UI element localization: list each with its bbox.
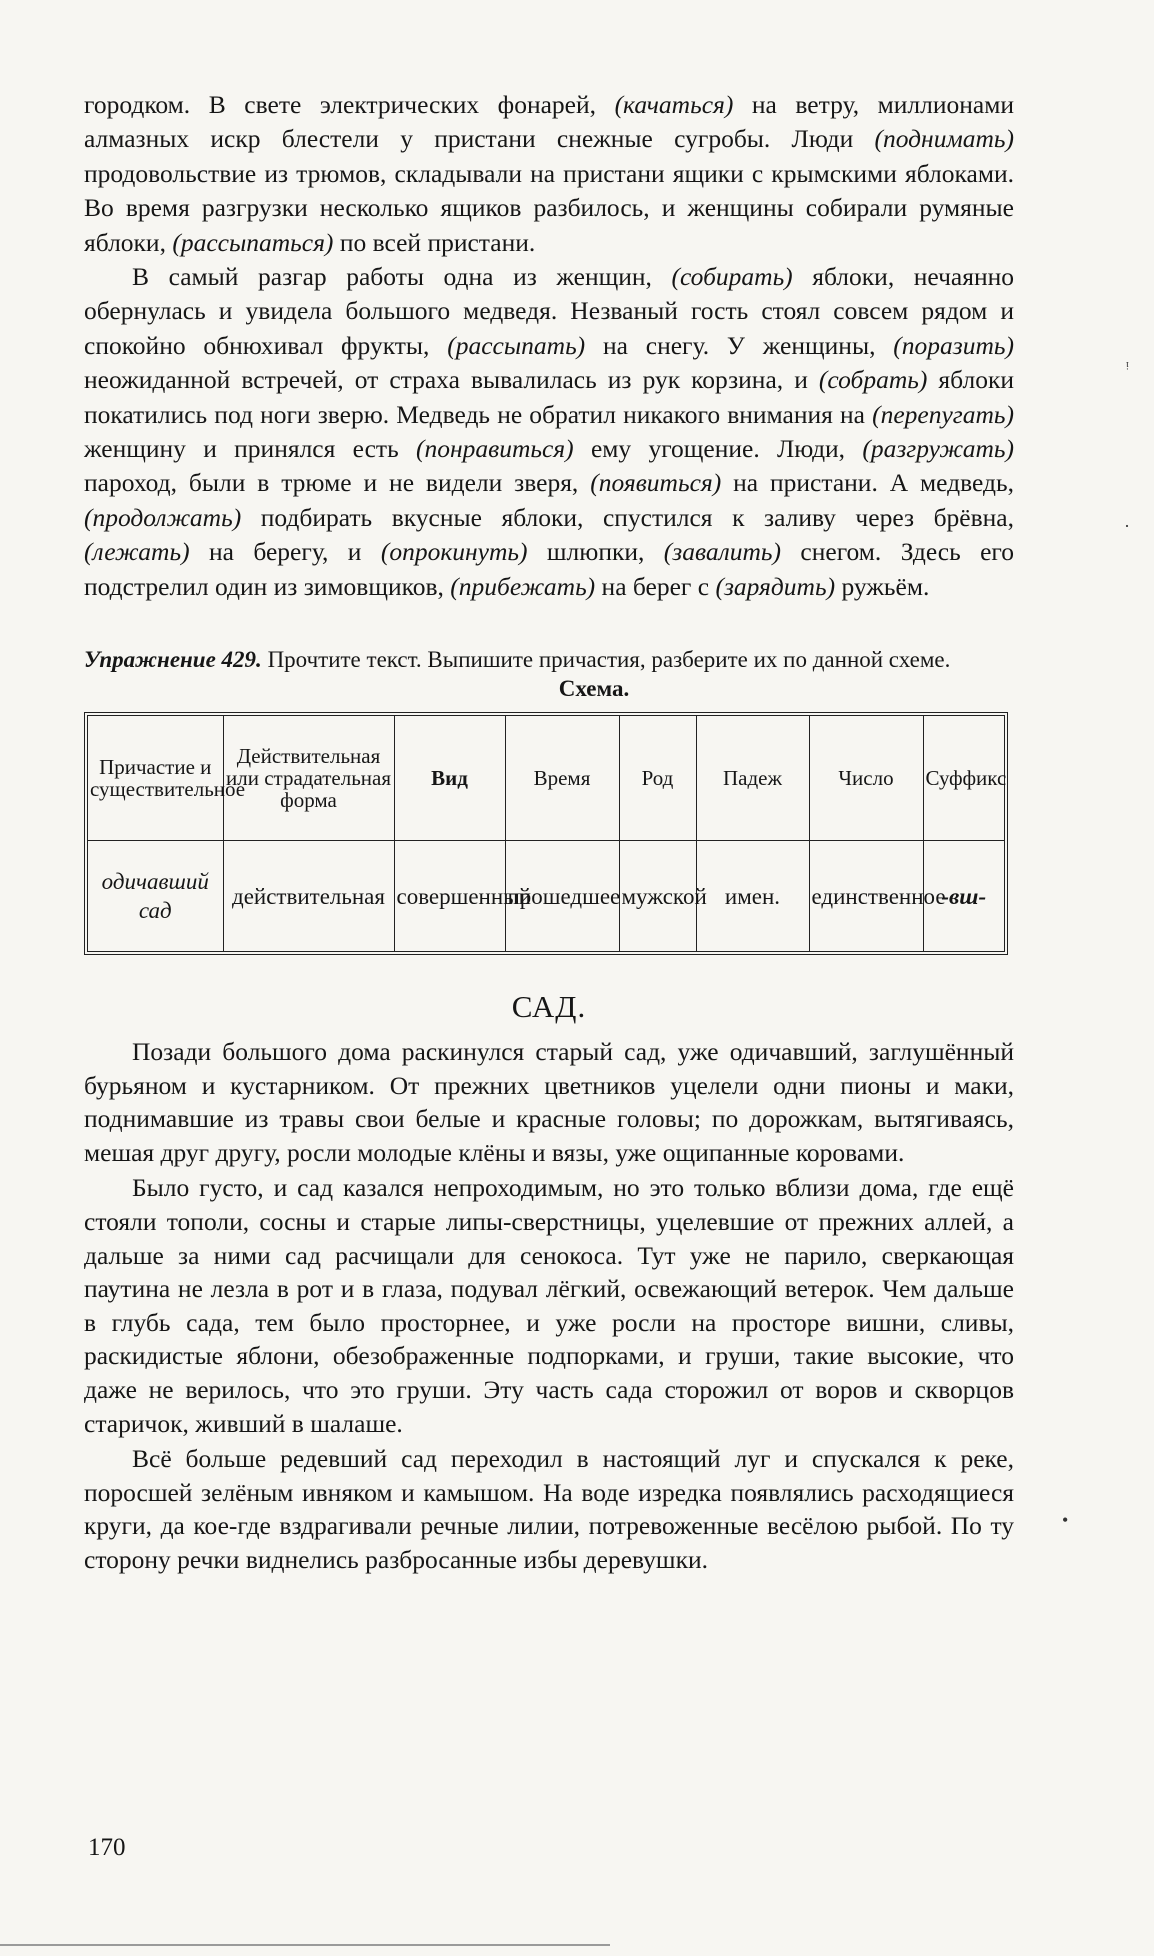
story-paragraph-3: Всё больше редевший сад переходил в настоящий луг и спускался к реке, поросшей зелёным ивняком и камышом. На воде изредка появлялись расходящиеся круги, да кое-где вздрагивали речные лилии, потревоженные весёлою рыбой. По ту сторону речки виднелись разбросанные избы деревушки. bbox=[84, 1444, 1014, 1574]
verb-prompt: (опрокинуть) bbox=[380, 537, 528, 567]
cell-aspect: совершенный bbox=[394, 841, 505, 952]
text-run: ему угощение. Люди, bbox=[573, 434, 863, 464]
verb-prompt: (рассыпать) bbox=[447, 330, 586, 360]
text-run: шлюпки, bbox=[527, 537, 664, 567]
text-run: по всей пристани. bbox=[333, 227, 536, 257]
cell-number: единственное bbox=[809, 841, 923, 952]
verb-prompt: (прибежать) bbox=[450, 571, 596, 601]
margin-mark: · bbox=[1124, 516, 1130, 536]
verb-prompt: (лежать) bbox=[84, 537, 190, 567]
verb-prompt: (продолжать) bbox=[84, 502, 242, 532]
header-gender: Род bbox=[619, 716, 696, 841]
verb-prompt: (собрать) bbox=[818, 365, 928, 395]
text-run: на ветру, миллионами алмазных искр блестели у пристани снежные сугробы. Люди bbox=[84, 90, 1014, 154]
text-run: яблоки покатились под ноги зверю. Медведь не обратил никакого внимания на bbox=[84, 365, 1014, 429]
exercise-instruction bbox=[84, 647, 1014, 673]
verb-prompt: (перепугать) bbox=[872, 399, 1014, 429]
verb-prompt: (понравиться) bbox=[416, 434, 574, 464]
verb-prompt: (собирать) bbox=[671, 262, 793, 292]
story-paragraph-2: Было густо, и сад казался непроходимым, но это только вблизи дома, где ещё стояли тополи, сосны и старые липы-сверстницы, уцелевшие от прежних аллей, а дальше за ними сад расчищали для сенокоса. Тут уже не парило, сверкающая паутина не лезла в рот и в глаза, подувал лёгкий, освежающий ветерок. Чем дальше в глубь сада, тем было просторнее, и уже росли на просторе вишни, сливы, раскидистые яблони, обезображенные подпорками, и груши, такие высокие, что даже не верилось, что это груши. Эту часть сада сторожил от воров и скворцов старичок, живший в шалаше. bbox=[84, 1173, 1014, 1438]
verb-prompt: (зарядить) bbox=[715, 571, 836, 601]
cell-tense: прошедшее bbox=[505, 841, 619, 952]
header-suffix: Суффикс bbox=[923, 716, 1004, 841]
cell-voice: действительная bbox=[223, 841, 394, 952]
cell-suffix: -вш- bbox=[923, 841, 1004, 952]
text-run: пароход, были в трюме и не видели зверя, bbox=[84, 468, 591, 498]
header-case: Падеж bbox=[696, 716, 809, 841]
schema-title: Схема. bbox=[558, 676, 630, 702]
cell-gender: мужской bbox=[619, 841, 696, 952]
margin-mark: • bbox=[1062, 1510, 1069, 1530]
text-run: на снегу. У женщины, bbox=[585, 330, 894, 360]
header-participle: Причастие и существительное bbox=[88, 716, 223, 841]
header-tense: Время bbox=[505, 716, 619, 841]
text-run: женщину и принялся есть bbox=[84, 434, 416, 464]
bottom-rule bbox=[0, 1944, 610, 1946]
verb-prompt: (завалить) bbox=[663, 537, 782, 567]
exercise-label: Упражнение 429. bbox=[84, 647, 262, 673]
verb-prompt: (качаться) bbox=[614, 90, 734, 119]
table-row bbox=[88, 841, 1004, 952]
header-aspect: Вид bbox=[394, 716, 505, 841]
verb-prompt: (появиться) bbox=[590, 468, 722, 498]
text-run: снегом. Здесь его подстрелил один из зимовщиков, bbox=[84, 537, 1015, 601]
header-number: Число bbox=[809, 716, 923, 841]
text-run: на пристани. А медведь, bbox=[721, 468, 1014, 498]
exercise-text: Прочтите текст. Выпишите причастия, разберите их по данной схеме. bbox=[261, 647, 951, 673]
table-header-row bbox=[88, 716, 1004, 841]
text-run: ружьём. bbox=[835, 571, 930, 601]
text-run: городком. В свете электрических фонарей, bbox=[84, 90, 615, 119]
header-voice: Действительная или страдательная форма bbox=[223, 716, 394, 841]
text-run: яблоки, нечаянно обернулась и увидела большого медведя. Незваный гость стоял совсем рядом и спокойно обнюхивал фрукты, bbox=[84, 262, 1015, 360]
verb-prompt: (поразить) bbox=[893, 330, 1014, 360]
top-paragraph-2 bbox=[84, 260, 1014, 604]
page-content bbox=[84, 88, 1014, 1577]
verb-prompt: (поднимать) bbox=[874, 124, 1014, 154]
text-run: на берег с bbox=[595, 571, 716, 601]
top-paragraph-1 bbox=[84, 88, 1014, 260]
story-paragraph-1: Позади большого дома раскинулся старый сад, уже одичавший, заглушённый бурьяном и кустарником. От прежних цветников уцелели одни пионы и маки, поднимавшие из травы свои белые и красные головы; по дорожкам, вытягиваясь, мешая друг другу, росли молодые клёны и вязы, уже ощипанные коровами. bbox=[84, 1037, 1014, 1167]
text-run: продовольствие из трюмов, складывали на пристани ящики с крымскими яблоками. Во время разгрузки несколько ящиков разбилось, и женщины собирали румяные яблоки, bbox=[84, 158, 1014, 257]
text-run: подбирать вкусные яблоки, спустился к заливу через брёвна, bbox=[241, 502, 1014, 532]
story-body bbox=[84, 1035, 1014, 1577]
text-run: неожиданной встречей, от страха вывалилась из рук корзина, и bbox=[84, 365, 819, 395]
verb-prompt: (рассыпаться) bbox=[172, 227, 334, 257]
verb-prompt: (разгружать) bbox=[862, 434, 1014, 464]
story-title: САД. bbox=[511, 989, 587, 1025]
cell-case: имен. bbox=[696, 841, 809, 952]
cell-participle: одичавший сад bbox=[88, 841, 223, 952]
page-number: 170 bbox=[88, 1834, 126, 1861]
text-run: В самый разгар работы одна из женщин, bbox=[132, 262, 672, 292]
schema-table bbox=[84, 712, 1008, 955]
text-run: на берегу, и bbox=[189, 537, 381, 567]
margin-mark: ᵎ bbox=[1126, 356, 1129, 376]
